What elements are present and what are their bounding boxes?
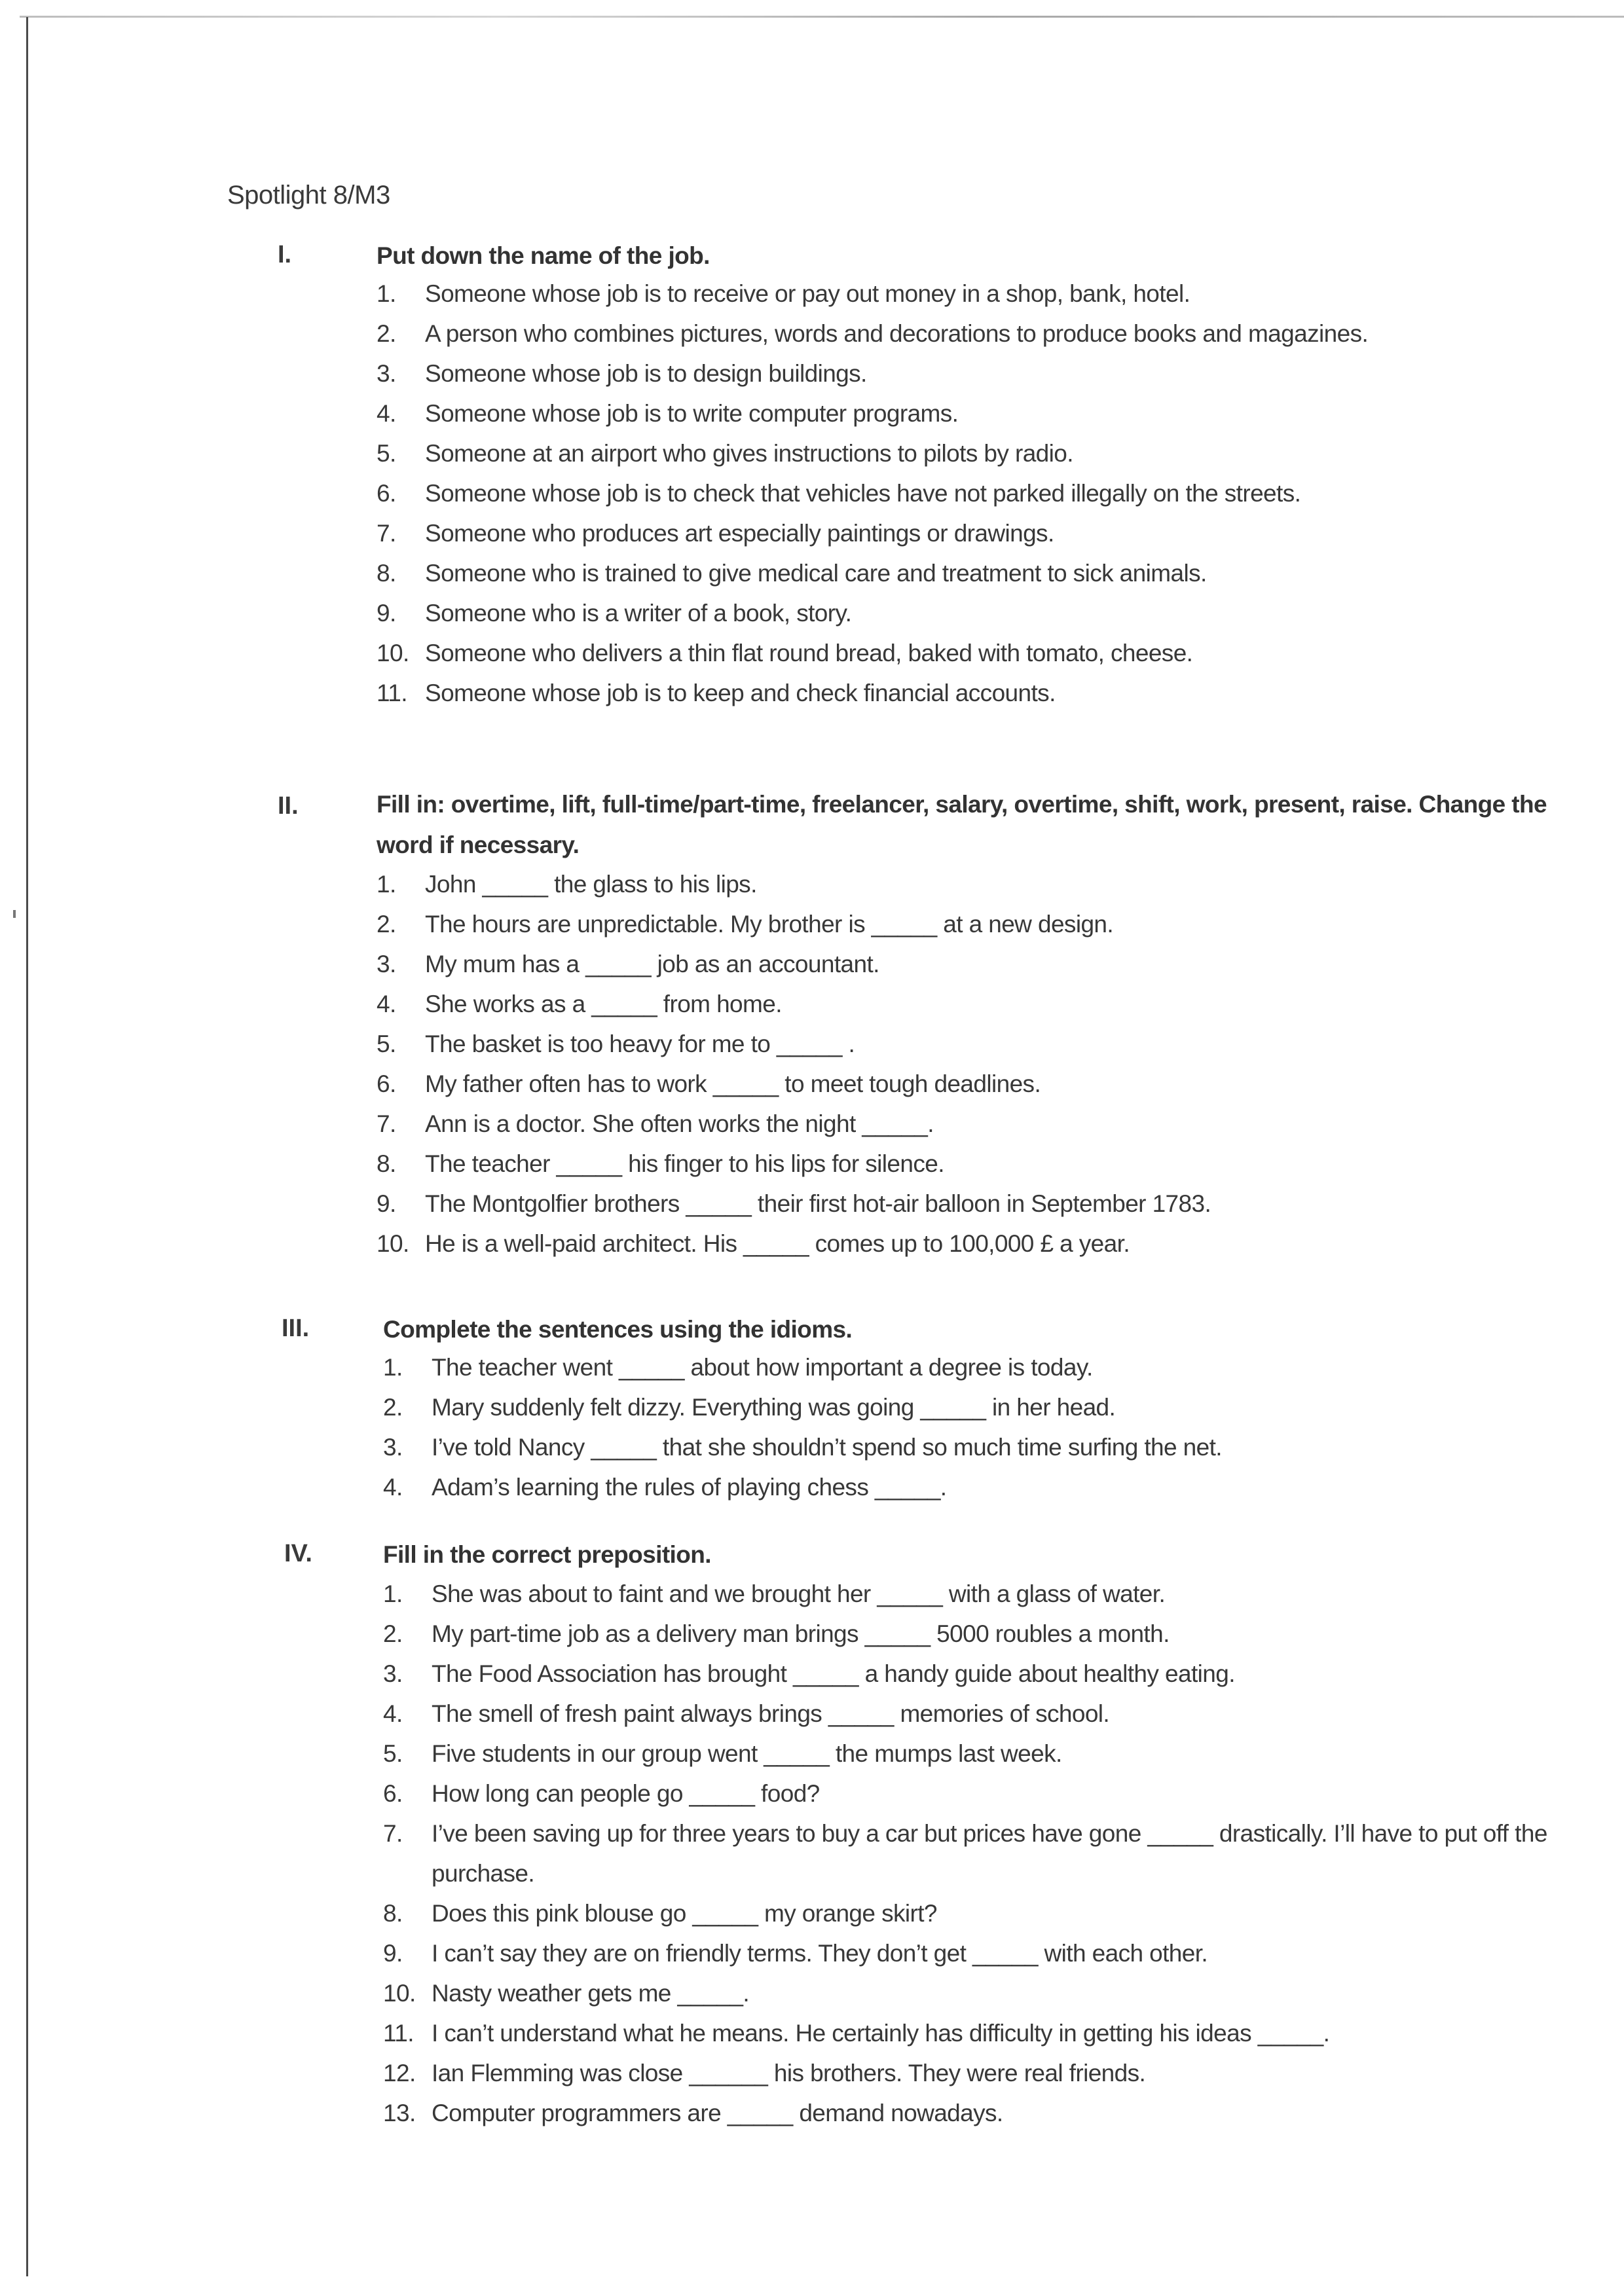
list-item [377, 314, 1538, 354]
question-list [377, 274, 1538, 713]
section-heading: Complete the sentences using the idioms. [383, 1316, 853, 1343]
item-number: 2. [377, 911, 396, 938]
item-text: Someone who produces art especially paintings or drawings. [425, 520, 1054, 547]
list-item [383, 1654, 1584, 1694]
item-text: I can’t say they are on friendly terms. They don’t get _____ with each other. [432, 1940, 1208, 1967]
item-number: 2. [383, 1620, 403, 1647]
list-item [377, 593, 1538, 633]
item-text: The teacher went _____ about how important a degree is today. [432, 1354, 1093, 1381]
item-number: 9. [377, 1190, 396, 1217]
item-number: 12. [383, 2060, 416, 2086]
item-number: 1. [383, 1580, 403, 1607]
item-text: The basket is too heavy for me to _____ . [425, 1030, 855, 1057]
item-text: The Montgolfier brothers _____ their first hot-air balloon in September 1783. [425, 1190, 1211, 1217]
list-item [383, 1387, 1545, 1427]
item-text: The Food Association has brought _____ a handy guide about healthy eating. [432, 1660, 1235, 1687]
item-text: Someone at an airport who gives instructions to pilots by radio. [425, 440, 1073, 467]
item-number: 7. [377, 1110, 396, 1137]
list-item [383, 1574, 1584, 1614]
item-number: 10. [377, 640, 409, 666]
list-item [383, 1933, 1584, 1973]
item-number: 5. [377, 1030, 396, 1057]
item-number: 10. [377, 1230, 409, 1257]
item-number: 1. [377, 871, 396, 898]
section-numeral: IV. [284, 1540, 312, 1567]
list-item [377, 553, 1538, 593]
item-number: 3. [383, 1434, 403, 1461]
list-item [377, 633, 1538, 673]
question-list [383, 1574, 1584, 2133]
item-text: Someone whose job is to keep and check financial accounts. [425, 680, 1056, 706]
item-text: Someone who delivers a thin flat round bread, baked with tomato, cheese. [425, 640, 1193, 666]
item-text: Someone whose job is to check that vehicles have not parked illegally on the streets. [425, 480, 1301, 507]
item-text: Someone whose job is to design buildings. [425, 360, 867, 387]
list-item [383, 1427, 1545, 1467]
item-text: Ian Flemming was close ______ his brothers. They were real friends. [432, 2060, 1146, 2086]
item-text: Does this pink blouse go _____ my orange skirt? [432, 1900, 937, 1927]
list-item [377, 393, 1538, 433]
list-item [377, 944, 1538, 984]
list-item [383, 1973, 1584, 2013]
item-number: 6. [377, 1070, 396, 1097]
item-number: 5. [383, 1740, 403, 1767]
list-item [377, 1224, 1538, 1264]
list-item [383, 1774, 1584, 1813]
list-item [383, 1614, 1584, 1654]
item-text: Adam’s learning the rules of playing chess _____. [432, 1474, 947, 1501]
list-item [377, 1184, 1538, 1224]
list-item [377, 984, 1538, 1024]
list-item [383, 1694, 1584, 1734]
item-text: The hours are unpredictable. My brother is _____ at a new design. [425, 911, 1114, 938]
list-item [383, 1467, 1545, 1507]
item-text: I’ve told Nancy _____ that she shouldn’t spend so much time surfing the net. [432, 1434, 1222, 1461]
list-item [377, 274, 1538, 314]
item-text: Ann is a doctor. She often works the night _____. [425, 1110, 934, 1137]
item-number: 2. [383, 1394, 403, 1421]
item-number: 4. [383, 1700, 403, 1727]
item-text: She works as a _____ from home. [425, 991, 782, 1017]
list-item [377, 904, 1538, 944]
item-text: Mary suddenly felt dizzy. Everything was going _____ in her head. [432, 1394, 1116, 1421]
list-item [377, 1104, 1538, 1144]
list-item [377, 864, 1538, 904]
list-item [383, 2013, 1584, 2053]
section-numeral: III. [282, 1315, 310, 1342]
item-number: 7. [377, 520, 396, 547]
question-list [383, 1347, 1545, 1507]
item-text: She was about to faint and we brought her _____ with a glass of water. [432, 1580, 1166, 1607]
item-number: 8. [383, 1900, 403, 1927]
list-item [383, 1734, 1584, 1774]
list-item [383, 1347, 1545, 1387]
question-list [377, 864, 1538, 1264]
item-number: 9. [383, 1940, 403, 1967]
list-item [377, 1064, 1538, 1104]
item-text: I’ve been saving up for three years to buy a car but prices have gone _____ drastically. I’ll have to put off the purchase. [432, 1820, 1547, 1887]
section-numeral: II. [278, 792, 299, 820]
section-heading: Put down the name of the job. [377, 242, 710, 269]
item-number: 3. [383, 1660, 403, 1687]
item-text: Five students in our group went _____ the mumps last week. [432, 1740, 1062, 1767]
item-number: 11. [377, 680, 407, 706]
list-item [377, 473, 1538, 513]
item-text: A person who combines pictures, words and decorations to produce books and magazines. [425, 320, 1369, 347]
item-number: 1. [377, 280, 396, 307]
section-numeral: I. [278, 241, 292, 268]
item-number: 3. [377, 951, 396, 977]
section-heading: Fill in: overtime, lift, full-time/part-time, freelancer, salary, overtime, shift, work, present, raise. Change the word if necessary. [377, 791, 1547, 858]
item-text: He is a well-paid architect. His _____ comes up to 100,000 £ a year. [425, 1230, 1130, 1257]
list-item [377, 433, 1538, 473]
list-item [383, 2093, 1584, 2133]
list-item [377, 1024, 1538, 1064]
item-text: The teacher _____ his finger to his lips for silence. [425, 1150, 944, 1177]
list-item [377, 673, 1538, 713]
item-number: 6. [383, 1780, 403, 1807]
item-text: My part-time job as a delivery man brings _____ 5000 roubles a month. [432, 1620, 1170, 1647]
item-number: 8. [377, 1150, 396, 1177]
item-number: 4. [383, 1474, 403, 1501]
list-item [383, 1893, 1584, 1933]
item-number: 4. [377, 991, 396, 1017]
item-text: Someone who is a writer of a book, story. [425, 600, 852, 627]
list-item [377, 513, 1538, 553]
item-number: 5. [377, 440, 396, 467]
list-item [377, 354, 1538, 393]
item-number: 2. [377, 320, 396, 347]
list-item [383, 2053, 1584, 2093]
item-text: Someone who is trained to give medical care and treatment to sick animals. [425, 560, 1207, 587]
item-text: Computer programmers are _____ demand nowadays. [432, 2100, 1003, 2126]
document-title: Spotlight 8/M3 [227, 181, 390, 210]
item-text: I can’t understand what he means. He certainly has difficulty in getting his ideas _____. [432, 2020, 1330, 2047]
item-text: My mum has a _____ job as an accountant. [425, 951, 879, 977]
item-number: 6. [377, 480, 396, 507]
list-item [377, 1144, 1538, 1184]
item-number: 1. [383, 1354, 403, 1381]
item-number: 9. [377, 600, 396, 627]
item-text: Someone whose job is to receive or pay out money in a shop, bank, hotel. [425, 280, 1190, 307]
section-heading: Fill in the correct preposition. [383, 1541, 711, 1568]
item-text: John _____ the glass to his lips. [425, 871, 757, 898]
item-text: The smell of fresh paint always brings _____ memories of school. [432, 1700, 1110, 1727]
item-number: 10. [383, 1980, 416, 2007]
item-number: 11. [383, 2020, 414, 2047]
item-number: 3. [377, 360, 396, 387]
item-text: Nasty weather gets me _____. [432, 1980, 750, 2007]
item-number: 4. [377, 400, 396, 427]
item-text: Someone whose job is to write computer programs. [425, 400, 959, 427]
item-number: 13. [383, 2100, 416, 2126]
item-number: 8. [377, 560, 396, 587]
item-number: 7. [383, 1820, 403, 1847]
item-text: How long can people go _____ food? [432, 1780, 820, 1807]
list-item [383, 1813, 1584, 1893]
item-text: My father often has to work _____ to meet tough deadlines. [425, 1070, 1041, 1097]
